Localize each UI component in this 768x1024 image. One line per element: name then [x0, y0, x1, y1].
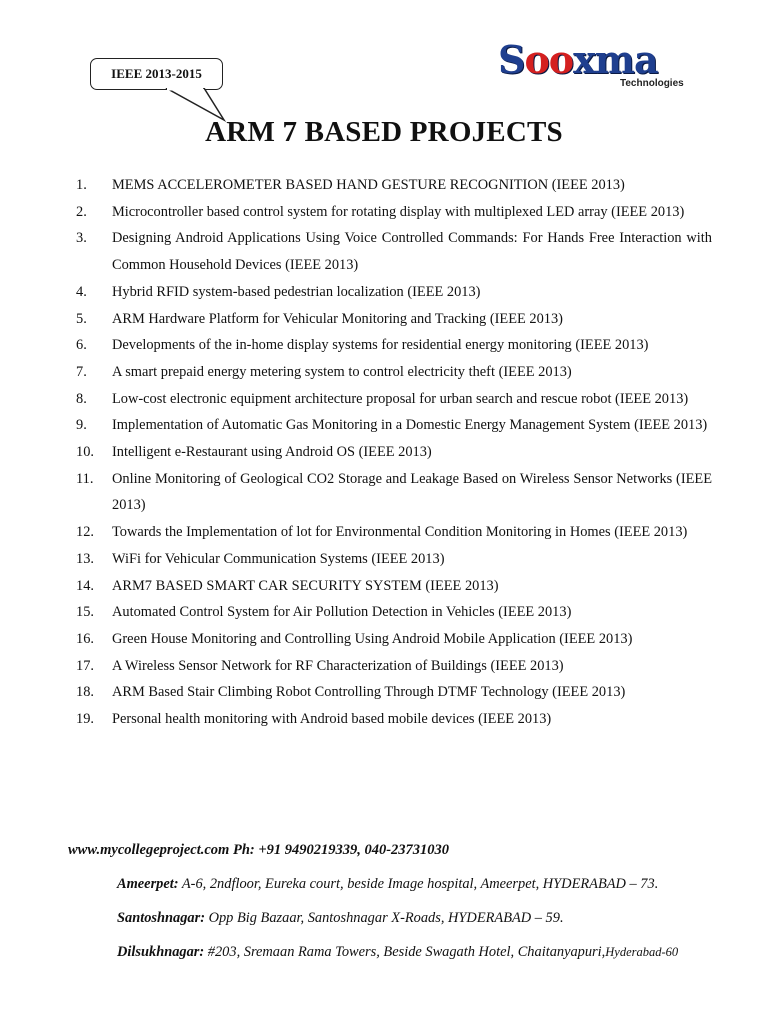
project-number: 7. — [76, 363, 87, 380]
project-item — [76, 359, 712, 386]
project-item — [76, 439, 712, 466]
project-item — [76, 332, 712, 359]
project-title: Microcontroller based control system for rotating display with multiplexed LED array (IEEE 2013) — [112, 203, 685, 220]
project-title: A smart prepaid energy metering system to control electricity theft (IEEE 2013) — [112, 363, 572, 380]
project-item — [76, 306, 712, 333]
project-number: 15. — [76, 604, 94, 621]
project-number: 13. — [76, 550, 94, 567]
project-number: 14. — [76, 577, 94, 594]
logo-subtitle: Technologies — [620, 78, 684, 89]
project-title: Developments of the in-home display systems for residential energy monitoring (IEEE 2013) — [112, 337, 649, 354]
project-item — [76, 653, 712, 680]
year-badge — [90, 58, 223, 90]
address-dilsukhnagar: Dilsukhnagar: #203, Sremaan Rama Towers, Beside Swagath Hotel, Chaitanyapuri,Hyderabad-60 — [117, 944, 679, 960]
project-number: 6. — [76, 337, 87, 354]
project-number: 5. — [76, 310, 87, 327]
project-item — [76, 172, 712, 199]
project-title: Automated Control System for Air Pollution Detection in Vehicles (IEEE 2013) — [112, 604, 572, 621]
project-item — [76, 573, 712, 600]
project-item — [76, 225, 712, 278]
address-ameerpet: Ameerpet: A-6, 2ndfloor, Eureka court, beside Image hospital, Ameerpet, HYDERABAD – 73. — [117, 876, 659, 892]
project-number: 18. — [76, 684, 94, 701]
project-title: Low-cost electronic equipment architecture proposal for urban search and rescue robot (IEEE 2013) — [112, 390, 689, 407]
project-item — [76, 279, 712, 306]
project-number: 19. — [76, 711, 94, 728]
project-number: 3. — [76, 230, 87, 247]
project-title: A Wireless Sensor Network for RF Characterization of Buildings (IEEE 2013) — [112, 657, 564, 674]
logo-wordmark: Sooxma — [498, 37, 658, 82]
project-item — [76, 412, 712, 439]
project-number: 12. — [76, 524, 94, 541]
project-title: Personal health monitoring with Android based mobile devices (IEEE 2013) — [112, 711, 552, 728]
project-title: ARM7 BASED SMART CAR SECURITY SYSTEM (IEEE 2013) — [112, 577, 499, 594]
project-number: 16. — [76, 630, 94, 647]
project-title: WiFi for Vehicular Communication Systems (IEEE 2013) — [112, 550, 445, 567]
project-title: Intelligent e-Restaurant using Android OS (IEEE 2013) — [112, 444, 432, 461]
project-title: Online Monitoring of Geological CO2 Storage and Leakage Based on Wireless Sensor Networks (IEEE 2013) — [112, 470, 712, 514]
project-number: 11. — [76, 470, 94, 487]
project-number: 9. — [76, 417, 87, 434]
project-item — [76, 626, 712, 653]
project-item — [76, 546, 712, 573]
project-number: 4. — [76, 283, 87, 300]
project-title: ARM Hardware Platform for Vehicular Monitoring and Tracking (IEEE 2013) — [112, 310, 563, 327]
project-item — [76, 599, 712, 626]
project-title: Hybrid RFID system-based pedestrian localization (IEEE 2013) — [112, 283, 481, 300]
project-item — [76, 679, 712, 706]
project-item — [76, 466, 712, 519]
project-number: 2. — [76, 203, 87, 220]
project-title: Green House Monitoring and Controlling Using Android Mobile Application (IEEE 2013) — [112, 630, 633, 647]
project-title: Implementation of Automatic Gas Monitoring in a Domestic Energy Management System (IEEE 2013) — [112, 417, 708, 434]
project-item — [76, 706, 712, 733]
project-list — [76, 172, 712, 733]
project-number: 17. — [76, 657, 94, 674]
project-number: 8. — [76, 390, 87, 407]
project-item — [76, 519, 712, 546]
project-item — [76, 386, 712, 413]
contact-line: www.mycollegeproject.com Ph: +91 9490219339, 040-23731030 — [68, 842, 450, 858]
project-number: 10. — [76, 444, 94, 461]
year-badge-label: IEEE 2013-2015 — [111, 66, 202, 81]
project-number: 1. — [76, 177, 87, 193]
project-item — [76, 199, 712, 226]
project-title: MEMS ACCELEROMETER BASED HAND GESTURE RECOGNITION (IEEE 2013) — [112, 177, 625, 193]
page-title: ARM 7 BASED PROJECTS — [205, 116, 563, 148]
project-title: Towards the Implementation of lot for Environmental Condition Monitoring in Homes (IEEE 2013) — [112, 524, 688, 541]
project-title: ARM Based Stair Climbing Robot Controlling Through DTMF Technology (IEEE 2013) — [112, 684, 626, 701]
company-logo — [498, 37, 708, 96]
address-santoshnagar: Santoshnagar: Opp Big Bazaar, Santoshnagar X-Roads, HYDERABAD – 59. — [117, 910, 564, 926]
project-title: Designing Android Applications Using Voice Controlled Commands: For Hands Free Interaction with Common Household Devices (IEEE 2013) — [112, 230, 712, 274]
